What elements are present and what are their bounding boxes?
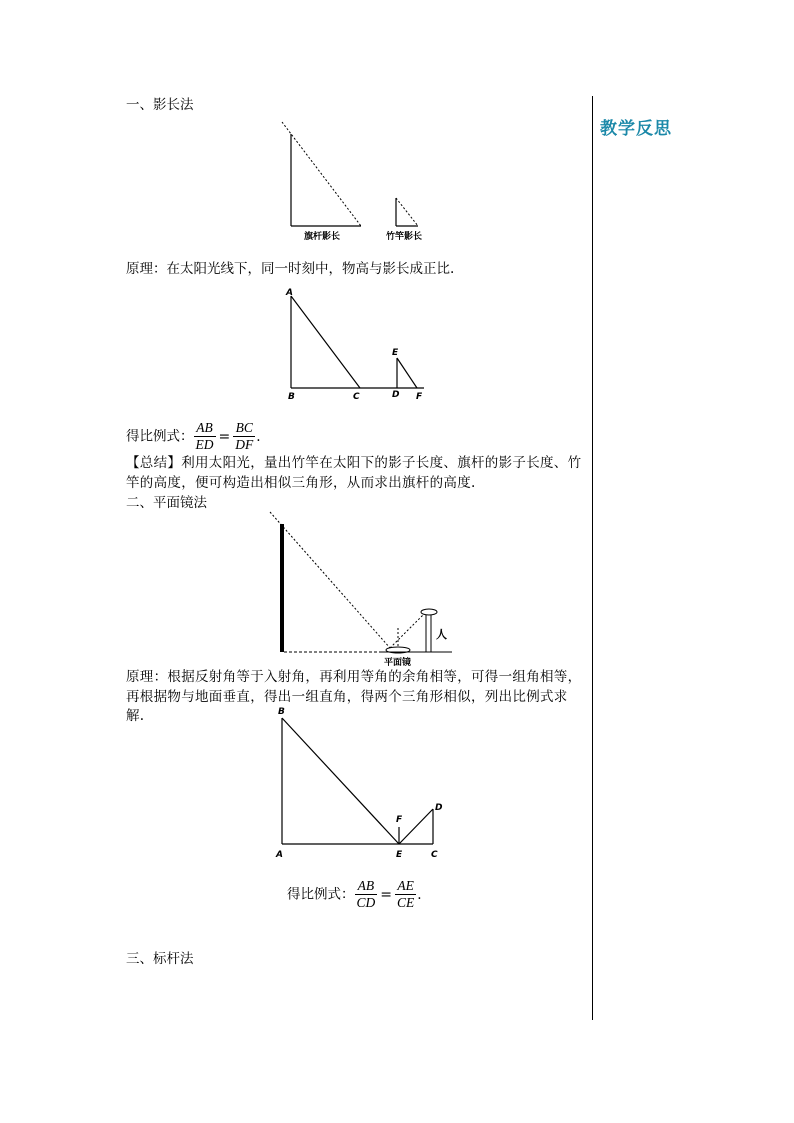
reflected-ray-dashed (390, 610, 428, 648)
section1-ratio (126, 418, 261, 454)
segment-ac (291, 296, 360, 388)
denominator: CD (356, 895, 376, 910)
person-head (421, 609, 437, 615)
figure-mirror-triangles (270, 700, 450, 862)
fraction-ab-ed (194, 420, 216, 453)
section2-ratio (287, 876, 422, 912)
point-a: A (286, 288, 293, 298)
bamboo-ray-dashed (396, 198, 418, 226)
point-b: B (278, 707, 285, 717)
section1-heading: 一、影长法 (126, 97, 194, 113)
fraction-ab-cd (355, 878, 378, 911)
fraction-bc-df (233, 420, 255, 453)
point-c: C (431, 850, 438, 860)
numerator: BC (233, 420, 255, 437)
point-e: E (396, 850, 403, 860)
period: . (417, 886, 422, 903)
point-f: F (396, 815, 403, 825)
ratio-label: 得比例式： (287, 886, 355, 903)
section1-summary: 【总结】利用太阳光，量出竹竿在太阳下的影子长度、旗杆的影子长度、竹竿的高度，便可构造出相似三角形，从而求出旗杆的高度. (126, 455, 582, 491)
point-d: D (392, 390, 400, 400)
segment-ef (397, 358, 417, 388)
section1-principle: 原理：在太阳光线下，同一时刻中，物高与影长成正比. (126, 261, 455, 277)
point-c: C (353, 392, 360, 402)
section3-heading: 三、标杆法 (126, 951, 194, 967)
figure-shadow-length (276, 116, 446, 246)
numerator: AE (395, 878, 416, 895)
figure-similar-triangles (280, 284, 440, 404)
ratio-label: 得比例式： (126, 428, 194, 445)
section2-principle: 原理：根据反射角等于入射角，再利用等角的余角相等，可得一组角相等，再根据物与地面垂直，得出一组直角，得两个三角形相似，列出比例式求解. (126, 669, 582, 724)
segment-be (282, 718, 399, 844)
margin-divider (592, 96, 593, 1020)
equals-sign: = (218, 428, 231, 445)
segment-ed (399, 809, 433, 844)
section2-heading: 二、平面镜法 (126, 495, 207, 511)
point-a: A (276, 850, 283, 860)
denominator: ED (195, 437, 214, 452)
denominator: DF (235, 437, 254, 452)
sidebar-title: 教学反思 (600, 119, 672, 139)
fraction-ae-ce (395, 878, 416, 911)
figure-plane-mirror (262, 506, 462, 672)
label-person: 人 (436, 628, 447, 641)
denominator: CE (397, 895, 415, 910)
label-flagpole-shadow: 旗杆影长 (304, 232, 341, 242)
person-body (426, 614, 431, 652)
sun-ray-dashed (282, 122, 361, 226)
tall-object (280, 524, 284, 652)
point-e: E (392, 348, 399, 358)
equals-sign: = (380, 886, 392, 903)
period: . (256, 428, 261, 445)
numerator: AB (355, 878, 378, 895)
label-bamboo-shadow: 竹竿影长 (386, 232, 423, 242)
point-f: F (416, 392, 423, 402)
label-mirror: 平面镜 (384, 658, 412, 668)
point-b: B (288, 392, 295, 402)
incident-ray-dashed (270, 512, 390, 648)
numerator: AB (194, 420, 216, 437)
point-d: D (435, 803, 443, 813)
